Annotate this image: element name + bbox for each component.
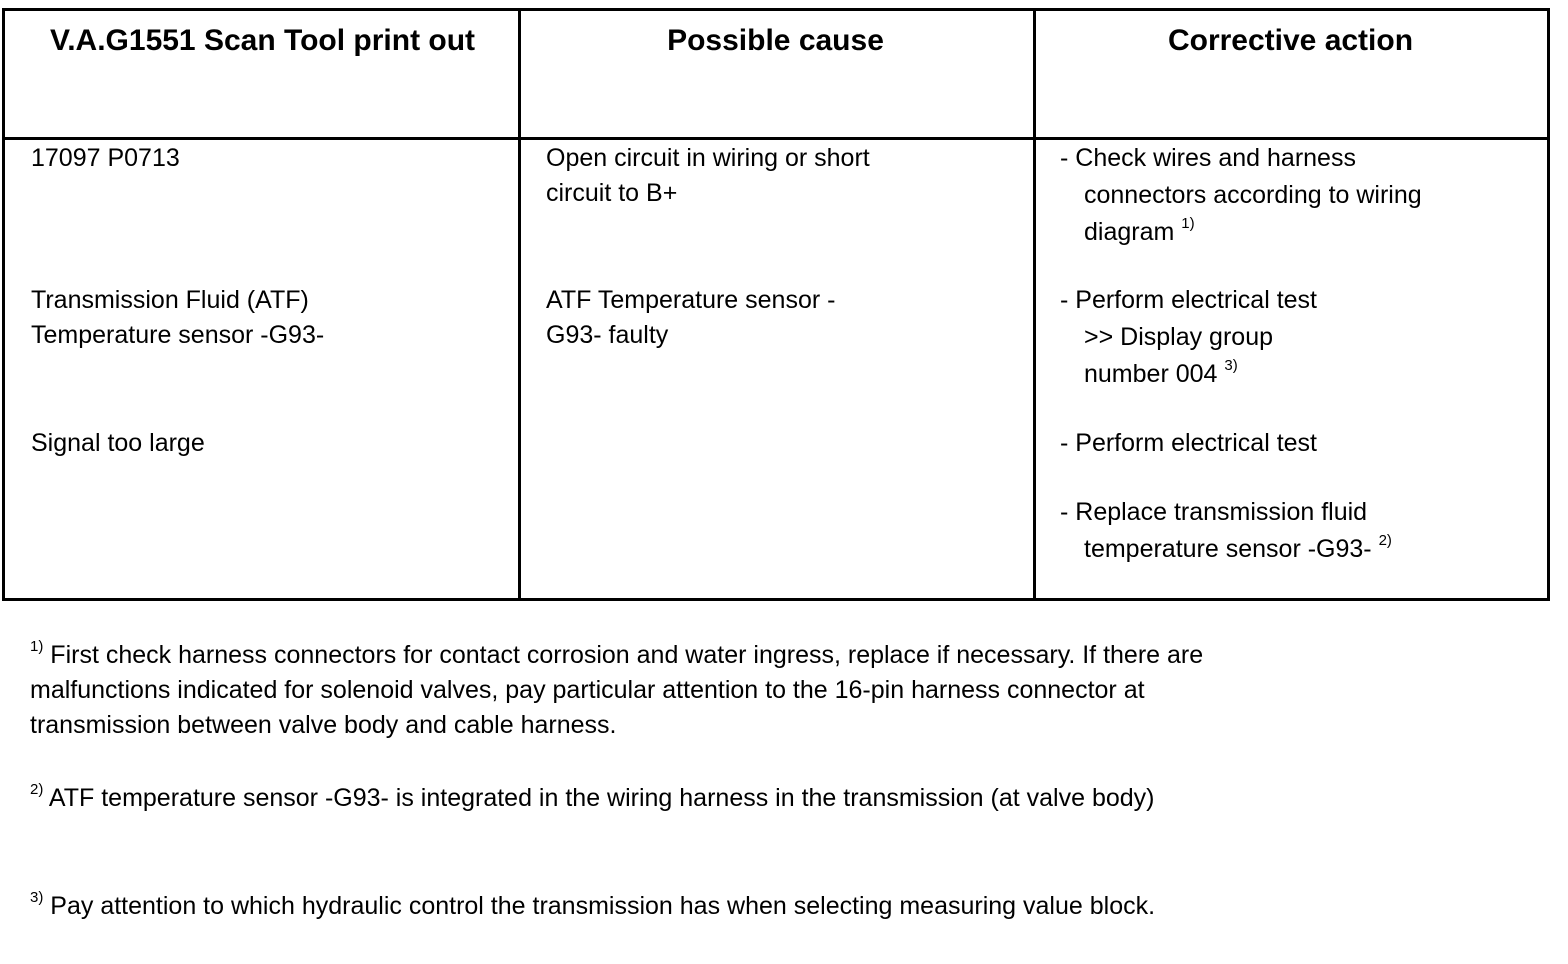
action-line: - Perform electrical test [1060,286,1318,314]
footnote-1 [30,638,1250,743]
action-line [1060,356,1317,393]
footnote-mark: 2) [30,781,44,798]
cause-line: Open circuit in wiring or short [546,144,870,172]
action-line: - Replace transmission fluid [1060,498,1368,526]
footnote-text: Pay attention to which hydraulic control the transmission has when selecting measuring value block. [50,892,1156,920]
header-printout: V.A.G1551 Scan Tool print out [49,24,476,57]
footnote-ref: 3) [1224,357,1238,374]
action-2 [1060,282,1317,393]
footnote-3 [30,889,1250,924]
cause-line: ATF Temperature sensor - [546,286,836,314]
action-line: >> Display group [1084,323,1274,351]
cause-line: circuit to B+ [546,179,678,207]
fault-component [31,283,324,353]
cause-2 [546,283,835,353]
footnote-2 [30,781,1250,816]
cause-1 [546,141,870,211]
action-3 [1060,425,1317,462]
fault-component-line: Temperature sensor -G93- [31,321,325,349]
fault-code: 17097 P0713 [31,144,180,172]
column-divider [1033,11,1036,598]
action-line [1060,214,1422,251]
cause-line: G93- faulty [546,321,669,349]
action-line: - Perform electrical test [1060,429,1318,457]
action-4 [1060,494,1392,568]
fault-table [2,8,1550,601]
header-action: Corrective action [1167,24,1414,57]
footnote-ref: 1) [1181,215,1195,232]
footnote-mark: 3) [30,889,44,906]
action-1 [1060,140,1422,251]
footnote-ref: 2) [1378,532,1392,549]
footnote-text: First check harness connectors for contact corrosion and water ingress, replace if necessary. If there are malfunctions indicated for solenoid valves, pay particular attention to the 16-pin harness connector at transmission between valve body and cable harness. [30,641,1204,739]
fault-component-line: Transmission Fluid (ATF) [31,286,309,314]
action-text: number 004 [1084,360,1218,388]
action-line [1060,531,1392,568]
fault-signal: Signal too large [31,429,205,457]
column-divider [518,11,521,598]
footnote-mark: 1) [30,638,44,655]
action-line: connectors according to wiring [1084,181,1422,209]
footnote-text: ATF temperature sensor -G93- is integrated in the wiring harness in the transmission (at valve body) [48,784,1155,812]
header-cause: Possible cause [667,24,884,57]
action-line: - Check wires and harness [1060,144,1356,172]
action-text: diagram [1084,218,1175,246]
action-text: temperature sensor -G93- [1084,535,1372,563]
